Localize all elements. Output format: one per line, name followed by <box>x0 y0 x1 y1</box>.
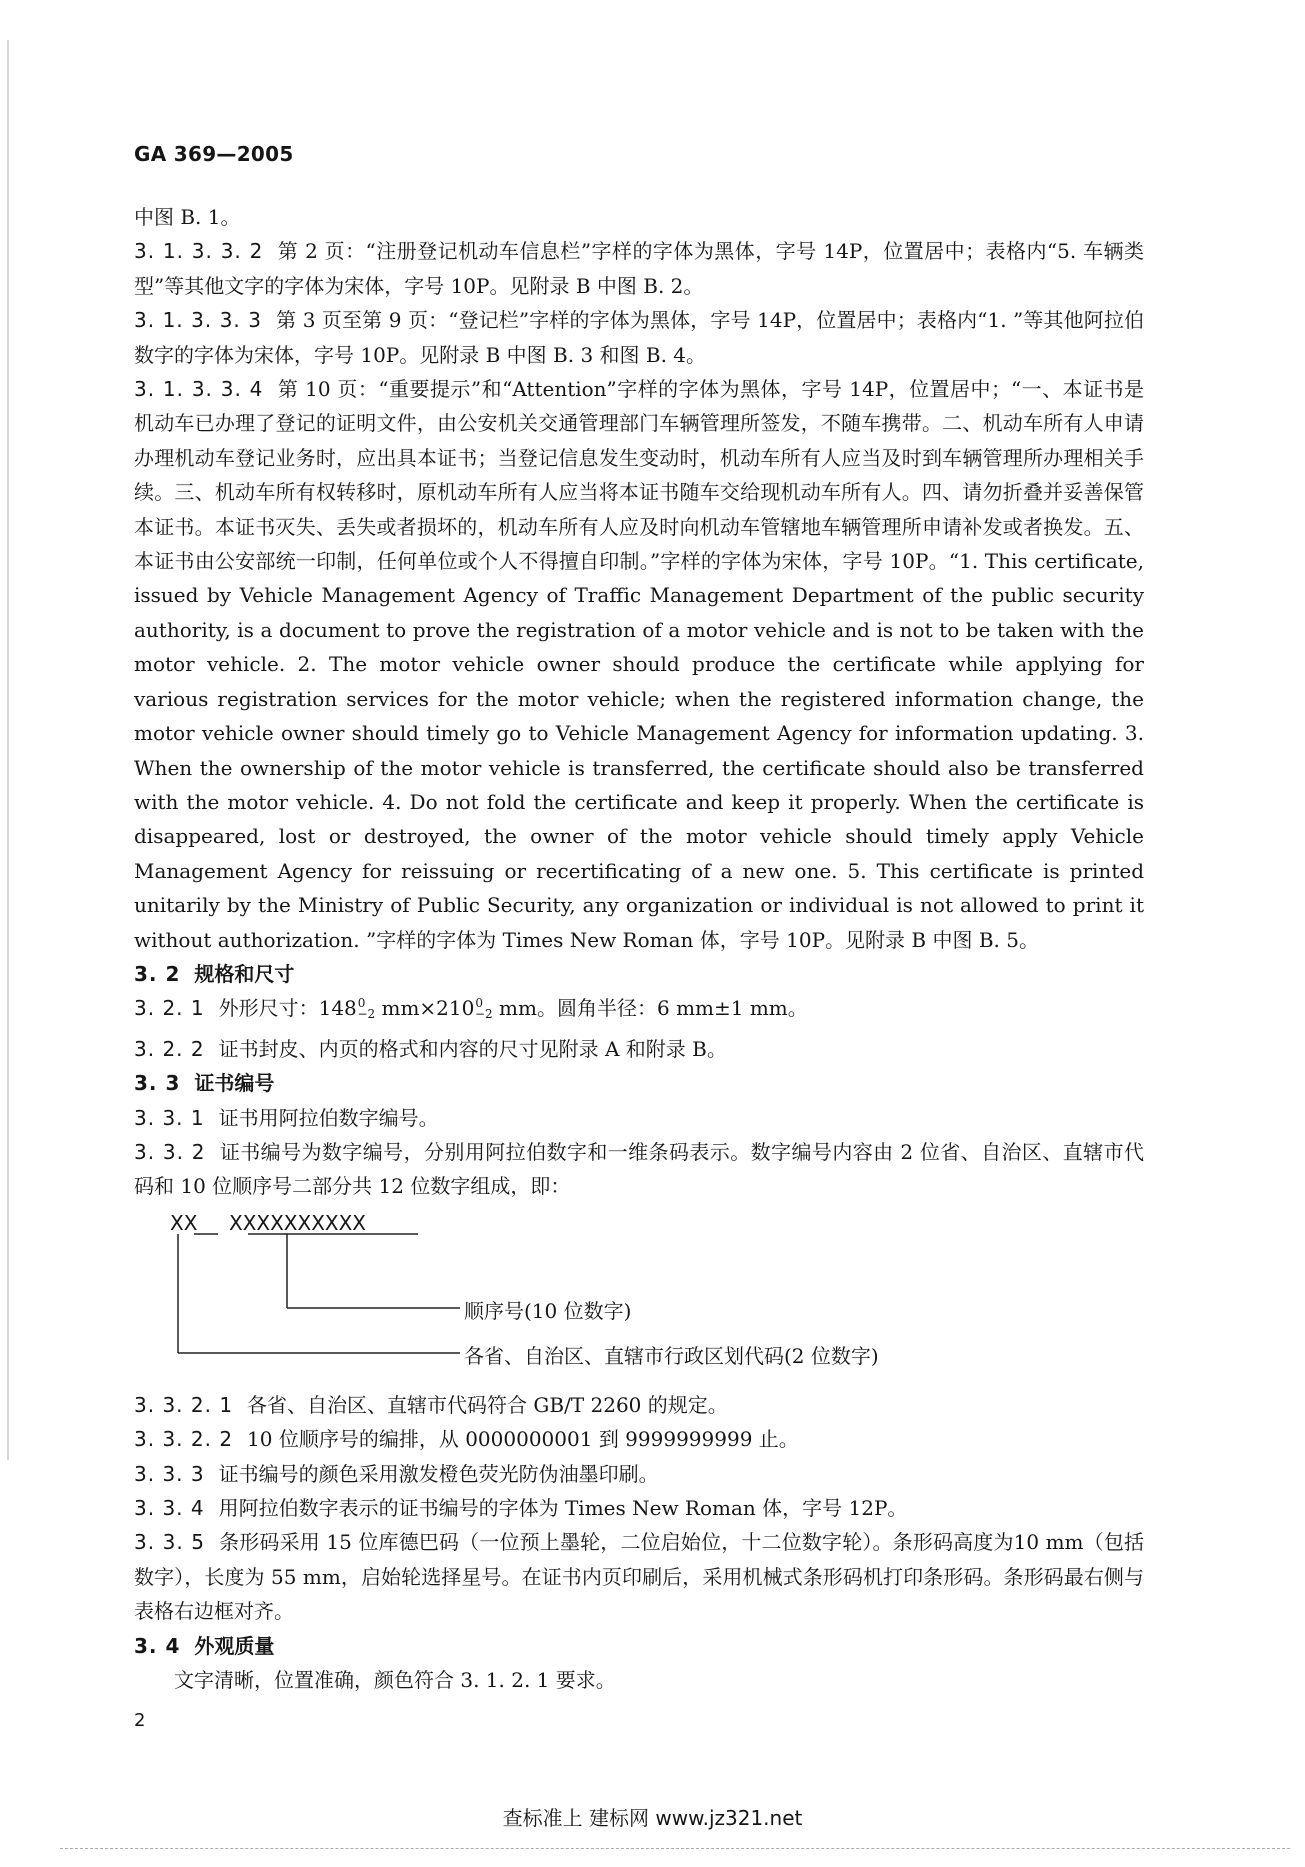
clause-3-3-4 <box>134 1491 1144 1525</box>
clause-text-a: 外形尺寸：148 <box>218 996 357 1021</box>
clause-text: 证书编号为数字编号，分别用阿拉伯数字和一维条码表示。数字编号内容由 2 位省、自治区、直辖市代码和 10 位顺序号二部分共 12 位数字组成，即： <box>134 1139 1144 1199</box>
serial-label: 顺序号(10 位数字) <box>464 1298 632 1323</box>
clause-3-4-text: 文字清晰，位置准确，颜色符合 3. 1. 2. 1 要求。 <box>174 1668 616 1693</box>
clause-3-3-2-2 <box>134 1422 1144 1456</box>
standard-code: GA 369—2005 <box>134 142 294 166</box>
clause-3-2-2 <box>134 1032 1144 1066</box>
clause-text: 10 位顺序号的编排，从 0000000001 到 9999999999 止。 <box>247 1427 799 1452</box>
clause-text: 用阿拉伯数字表示的证书编号的字体为 Times New Roman 体，字号 12P。 <box>218 1496 908 1520</box>
section-3-2-heading <box>134 957 1144 991</box>
section-title: 规格和尺寸 <box>194 961 295 986</box>
paragraph-continuation: 中图 B. 1。 <box>134 205 241 229</box>
clause-number: 3. 3. 4 <box>134 1496 205 1520</box>
region-code-label: 各省、自治区、直辖市行政区划代码(2 位数字) <box>464 1343 879 1368</box>
clause-text: 证书用阿拉伯数字编号。 <box>218 1105 439 1130</box>
certificate-number-diagram <box>134 1204 1144 1388</box>
clause-text-c: mm。圆角半径：6 mm±1 mm。 <box>492 996 808 1021</box>
scan-edge-line <box>7 40 9 1460</box>
clause-3-1-3-3-2 <box>134 234 1144 303</box>
clause-number: 3. 3. 1 <box>134 1105 205 1130</box>
clause-text: 证书封皮、内页的格式和内容的尺寸见附录 A 和附录 B。 <box>218 1036 727 1061</box>
clause-number: 3. 1. 3. 3. 2 <box>134 239 264 264</box>
bottom-scan-rule <box>60 1848 1290 1850</box>
clause-number: 3. 1. 3. 3. 4 <box>134 377 264 402</box>
clause-number: 3. 3. 5 <box>134 1530 205 1555</box>
serial-code: XXXXXXXXXX <box>229 1210 367 1235</box>
clause-3-3-1 <box>134 1101 1144 1135</box>
clause-number: 3. 3. 2 <box>134 1139 206 1164</box>
clause-3-2-1 <box>134 991 1144 1031</box>
site-watermark: 查标准上 建标网 www.jz321.net <box>502 1806 803 1830</box>
clause-number: 3. 2. 2 <box>134 1036 205 1061</box>
clause-text: 第 2 页：“注册登记机动车信息栏”字样的字体为黑体，字号 14P，位置居中；表格内“5. 车辆类型”等其他文字的字体为宋体，字号 10P。见附录 B 中图 B. 2。 <box>134 239 1144 298</box>
clause-text-b: mm×210 <box>375 996 475 1021</box>
section-title: 证书编号 <box>194 1071 275 1096</box>
clause-3-3-5 <box>134 1525 1144 1628</box>
tolerance-lower: −2 <box>357 1007 376 1022</box>
clause-number: 3. 3. 3 <box>134 1461 205 1486</box>
clause-number: 3. 1. 3. 3. 3 <box>134 308 262 333</box>
clause-3-3-2-1 <box>134 1388 1144 1422</box>
tolerance-upper: 0 <box>357 996 366 1011</box>
clause-text: 证书编号的颜色采用激发橙色荧光防伪油墨印刷。 <box>218 1461 659 1486</box>
clause-text: 条形码采用 15 位库德巴码（一位预上墨轮，二位启始位，十二位数字轮）。条形码高度为10 mm（包括数字），长度为 55 mm，启始轮选择星号。在证书内页印刷后，采用机械式条形码机打印条形码。条形码最右侧与表格右边框对齐。 <box>134 1530 1145 1624</box>
page-number: 2 <box>134 1710 146 1731</box>
clause-text: 第 10 页：“重要提示”和“Attention”字样的字体为黑体，字号 14P，位置居中；“一、本证书是机动车已办理了登记的证明文件，由公安机关交通管理部门车辆管理所签发，不随车携带。二、机动车所有人申请办理机动车登记业务时，应出具本证书；当登记信息发生变动时，机动车所有人应当及时到车辆管理所办理相关手续。三、机动车所有权转移时，原机动车所有人应当将本证书随车交给现机动车所有人。四、请勿折叠并妥善保管本证书。本证书灭失、丢失或者损坏的，机动车所有人应及时向机动车管辖地车辆管理所申请补发或者换发。五、本证书由公安部统一印制，任何单位或个人不得擅自印制。”字样的字体为宋体，字号 10P。“1. This certificate, issued by Vehicle Management Agency of Traffic Management Department of the public security authority, is a document to prove the registration of a motor vehicle and is not to be taken with the motor vehicle. 2. The motor vehicle owner should produce the certificate while applying for various registration services for the motor vehicle; when the registered information change, the motor vehicle owner should timely go to Vehicle Management Agency for information updating. 3. When the ownership of the motor vehicle is transferred, the certificate should also be transferred with the motor vehicle. 4. Do not fold the certificate and keep it properly. When the certificate is disappeared, lost or destroyed, the owner of the motor vehicle should timely apply Vehicle Management Agency for reissuing or recertificating of a new one. 5. This certificate is printed unitarily by the Ministry of Public Security, any organization or individual is not allowed to print it without authorization. ”字样的字体为 Times New Roman 体，字号 10P。见附录 B 中图 B. 5。 <box>134 377 1145 952</box>
clause-3-3-3 <box>134 1457 1144 1491</box>
clause-text: 第 3 页至第 9 页：“登记栏”字样的字体为黑体，字号 14P，位置居中；表格内“1. ”等其他阿拉伯数字的字体为宋体，字号 10P。见附录 B 中图 B. 3 和图 B. 4。 <box>134 308 1145 367</box>
section-3-3-heading <box>134 1066 1144 1100</box>
clause-text: 各省、自治区、直辖市代码符合 GB/T 2260 的规定。 <box>247 1392 728 1417</box>
section-number: 3. 2 <box>134 961 181 986</box>
section-number: 3. 3 <box>134 1071 181 1096</box>
clause-number: 3. 3. 2. 1 <box>134 1392 234 1417</box>
document-body <box>134 200 1144 1697</box>
clause-number: 3. 3. 2. 2 <box>134 1427 234 1452</box>
tolerance-lower: −2 <box>475 1007 493 1022</box>
section-number: 3. 4 <box>134 1633 181 1658</box>
clause-number: 3. 2. 1 <box>134 996 205 1021</box>
clause-3-1-3-3-3 <box>134 303 1144 372</box>
clause-3-3-2 <box>134 1135 1144 1204</box>
prefix-code: XX <box>170 1210 198 1235</box>
section-3-4-heading <box>134 1629 1144 1663</box>
tolerance-upper: 0 <box>475 996 483 1011</box>
clause-3-1-3-3-4 <box>134 372 1144 957</box>
section-title: 外观质量 <box>194 1633 275 1658</box>
